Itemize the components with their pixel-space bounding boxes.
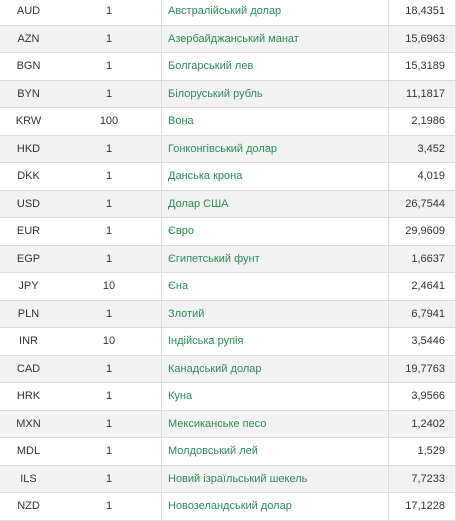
currency-name-link[interactable]: Євро xyxy=(168,225,194,238)
currency-name-cell xyxy=(162,245,389,273)
exchange-rate: 2,4641 xyxy=(389,273,456,301)
table-row xyxy=(0,328,456,356)
exchange-rate: 3,5446 xyxy=(389,328,456,356)
currency-name-link[interactable]: Канадський долар xyxy=(168,362,262,375)
currency-units: 100 xyxy=(57,108,162,136)
currency-name-cell xyxy=(162,25,389,53)
table-row xyxy=(0,355,456,383)
currency-code: HKD xyxy=(0,135,57,163)
currency-code: NZD xyxy=(0,493,57,521)
currency-units: 1 xyxy=(57,465,162,493)
currency-code: DKK xyxy=(0,163,57,191)
exchange-rate: 29,9609 xyxy=(389,218,456,246)
currency-code: JPY xyxy=(0,273,57,301)
exchange-rate: 15,3189 xyxy=(389,53,456,81)
exchange-rate: 1,6637 xyxy=(389,245,456,273)
currency-units: 1 xyxy=(57,218,162,246)
table-row xyxy=(0,245,456,273)
currency-code: EGP xyxy=(0,245,57,273)
table-row xyxy=(0,493,456,521)
currency-name-link[interactable]: Болгарський лев xyxy=(168,60,254,73)
currency-name-link[interactable]: Єгипетський фунт xyxy=(168,252,260,265)
currency-units: 10 xyxy=(57,328,162,356)
currency-name-cell xyxy=(162,80,389,108)
exchange-rate: 1,2402 xyxy=(389,410,456,438)
currency-name-cell xyxy=(162,53,389,81)
currency-name-link[interactable]: Білоруський рубль xyxy=(168,87,263,100)
currency-name-cell xyxy=(162,355,389,383)
currency-code: MDL xyxy=(0,438,57,466)
currency-units: 1 xyxy=(57,190,162,218)
table-row xyxy=(0,53,456,81)
exchange-rate: 6,7941 xyxy=(389,300,456,328)
currency-code: INR xyxy=(0,328,57,356)
exchange-rate: 17,1228 xyxy=(389,493,456,521)
table-row xyxy=(0,0,456,25)
exchange-rate: 11,1817 xyxy=(389,80,456,108)
currency-units: 1 xyxy=(57,493,162,521)
currency-code: BGN xyxy=(0,53,57,81)
currency-code: BYN xyxy=(0,80,57,108)
exchange-rate: 3,9566 xyxy=(389,383,456,411)
table-row xyxy=(0,163,456,191)
table-row xyxy=(0,135,456,163)
currency-name-link[interactable]: Індійська рупія xyxy=(168,335,244,348)
table-row xyxy=(0,190,456,218)
exchange-rate: 3,452 xyxy=(389,135,456,163)
table-row xyxy=(0,273,456,301)
currency-units: 1 xyxy=(57,410,162,438)
currency-units: 1 xyxy=(57,438,162,466)
currency-units: 1 xyxy=(57,25,162,53)
currency-code: PLN xyxy=(0,300,57,328)
currency-name-cell xyxy=(162,218,389,246)
currency-units: 1 xyxy=(57,245,162,273)
currency-units: 1 xyxy=(57,163,162,191)
currency-name-link[interactable]: Новий ізраїльський шекель xyxy=(168,472,308,485)
currency-units: 1 xyxy=(57,383,162,411)
currency-units: 1 xyxy=(57,0,162,25)
exchange-rate: 26,7544 xyxy=(389,190,456,218)
currency-name-cell xyxy=(162,383,389,411)
exchange-rate: 19,7763 xyxy=(389,355,456,383)
currency-code: HRK xyxy=(0,383,57,411)
table-row xyxy=(0,465,456,493)
currency-name-cell xyxy=(162,493,389,521)
currency-code: EUR xyxy=(0,218,57,246)
currency-units: 10 xyxy=(57,273,162,301)
currency-name-link[interactable]: Куна xyxy=(168,390,193,403)
currency-name-link[interactable]: Єна xyxy=(168,280,189,293)
currency-name-cell xyxy=(162,273,389,301)
currency-name-link[interactable]: Мексиканське песо xyxy=(168,417,267,430)
table-row xyxy=(0,25,456,53)
currency-code: AUD xyxy=(0,0,57,25)
currency-name-cell xyxy=(162,328,389,356)
currency-name-cell xyxy=(162,135,389,163)
table-row xyxy=(0,300,456,328)
currency-name-link[interactable]: Азербайджанський манат xyxy=(168,32,299,45)
currency-name-cell xyxy=(162,163,389,191)
exchange-rate: 15,6963 xyxy=(389,25,456,53)
currency-name-cell xyxy=(162,0,389,25)
table-row xyxy=(0,383,456,411)
exchange-rate: 2,1986 xyxy=(389,108,456,136)
currency-name-link[interactable]: Данська крона xyxy=(168,170,243,183)
currency-name-cell xyxy=(162,300,389,328)
currency-name-cell xyxy=(162,410,389,438)
table-row xyxy=(0,438,456,466)
currency-units: 1 xyxy=(57,135,162,163)
currency-name-link[interactable]: Австралійський долар xyxy=(168,5,282,18)
table-row xyxy=(0,218,456,246)
currency-name-cell xyxy=(162,438,389,466)
currency-code: CAD xyxy=(0,355,57,383)
currency-units: 1 xyxy=(57,300,162,328)
currency-name-link[interactable]: Злотий xyxy=(168,307,205,320)
exchange-rate: 18,4351 xyxy=(389,0,456,25)
currency-units: 1 xyxy=(57,80,162,108)
exchange-rate: 4,019 xyxy=(389,163,456,191)
table-row xyxy=(0,410,456,438)
currency-name-cell xyxy=(162,108,389,136)
currency-code: KRW xyxy=(0,108,57,136)
exchange-rate: 1,529 xyxy=(389,438,456,466)
currency-name-cell xyxy=(162,465,389,493)
currency-code: USD xyxy=(0,190,57,218)
table-row xyxy=(0,108,456,136)
currency-name-link[interactable]: Молдовський лей xyxy=(168,445,258,458)
currency-name-link[interactable]: Гонконгівський долар xyxy=(168,142,278,155)
currency-code: AZN xyxy=(0,25,57,53)
currency-name-link[interactable]: Долар США xyxy=(168,197,229,210)
currency-code: ILS xyxy=(0,465,57,493)
currency-name-link[interactable]: Вона xyxy=(168,115,194,128)
exchange-rate: 7,7233 xyxy=(389,465,456,493)
currency-units: 1 xyxy=(57,53,162,81)
currency-name-link[interactable]: Новозеландський долар xyxy=(168,500,292,513)
currency-code: MXN xyxy=(0,410,57,438)
currency-units: 1 xyxy=(57,355,162,383)
table-row xyxy=(0,80,456,108)
currency-name-cell xyxy=(162,190,389,218)
